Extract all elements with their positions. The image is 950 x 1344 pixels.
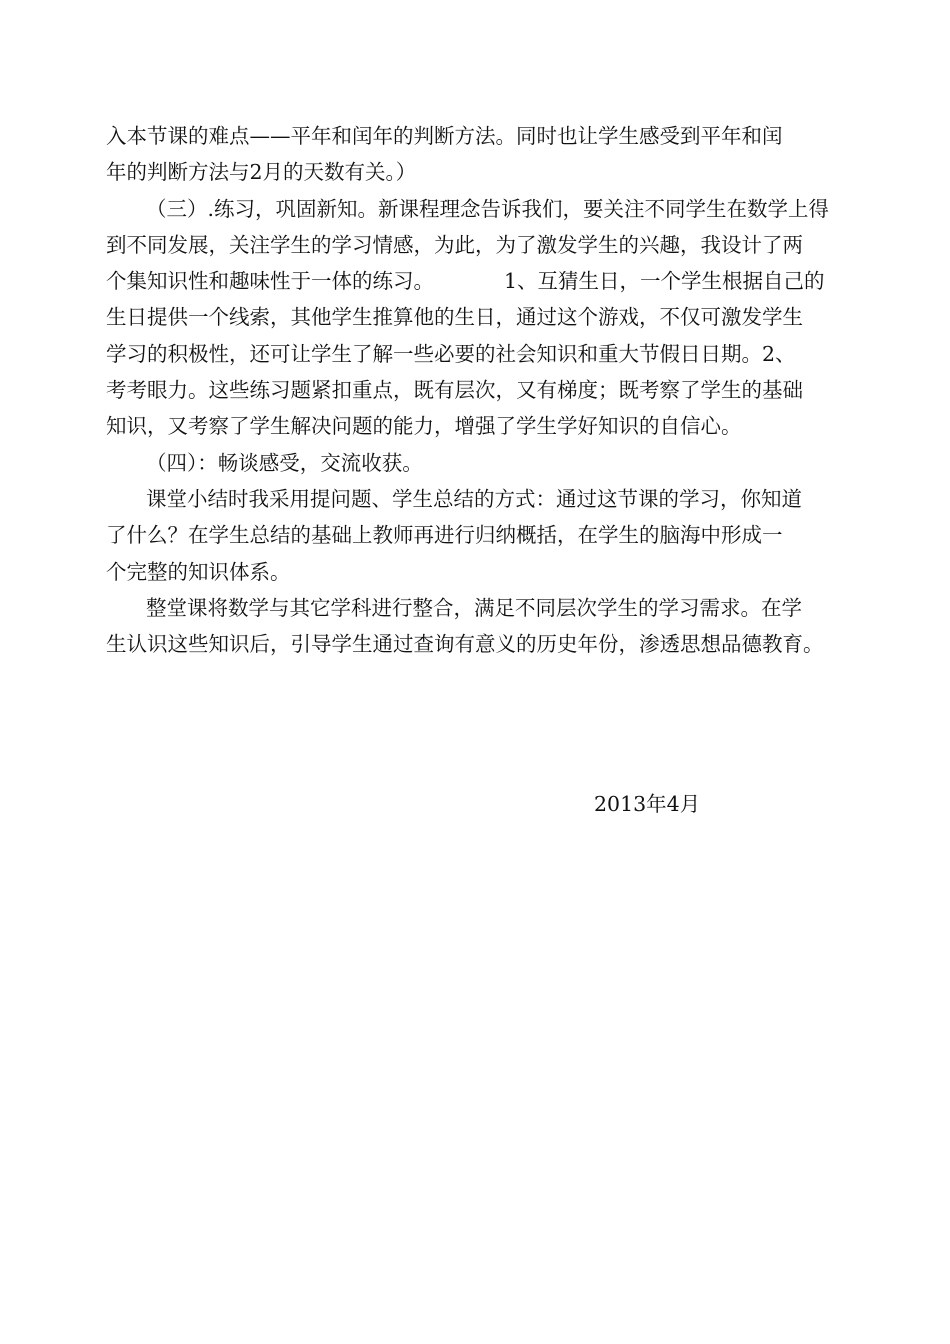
body-line: 学习的积极性，还可让学生了解一些必要的社会知识和重大节假日日期。2、 — [106, 341, 796, 366]
body-line-part: 个集知识性和趣味性于一体的练习。 — [106, 269, 434, 294]
section-three-line: （三）.练习，巩固新知。新课程理念告诉我们，要关注不同学生在数学上得 — [146, 196, 830, 221]
body-line-part: 1、互猜生日，一个学生根据自己的 — [504, 269, 825, 294]
section-four-heading: （四）：畅谈感受，交流收获。 — [146, 450, 423, 475]
body-line: 了什么？在学生总结的基础上教师再进行归纳概括，在学生的脑海中形成一 — [106, 523, 783, 548]
body-line: 个完整的知识体系。 — [106, 559, 291, 584]
document-body — [106, 118, 852, 662]
body-line: 入本节课的难点——平年和闰年的判断方法。同时也让学生感受到平年和闰 — [106, 124, 783, 148]
body-line: 生日提供一个线索，其他学生推算他的生日，通过这个游戏，不仅可激发学生 — [106, 305, 803, 330]
body-line: 考考眼力。这些练习题紧扣重点，既有层次，又有梯度；既考察了学生的基础 — [106, 378, 803, 403]
document-date: 2013年4月 — [594, 792, 701, 816]
body-line: 生认识这些知识后，引导学生通过查询有意义的历史年份，渗透思想品德教育。 — [106, 632, 824, 657]
body-line: 知识，又考察了学生解决问题的能力，增强了学生学好知识的自信心。 — [106, 414, 742, 439]
body-line — [106, 263, 852, 299]
closing-paragraph-line: 整堂课将数学与其它学科进行整合，满足不同层次学生的学习需求。在学 — [146, 595, 802, 620]
body-line: 年的判断方法与2月的天数有关。） — [106, 160, 417, 185]
body-line: 到不同发展，关注学生的学习情感，为此，为了激发学生的兴趣，我设计了两 — [106, 232, 803, 257]
summary-paragraph-line: 课堂小结时我采用提问题、学生总结的方式：通过这节课的学习，你知道 — [146, 486, 802, 511]
